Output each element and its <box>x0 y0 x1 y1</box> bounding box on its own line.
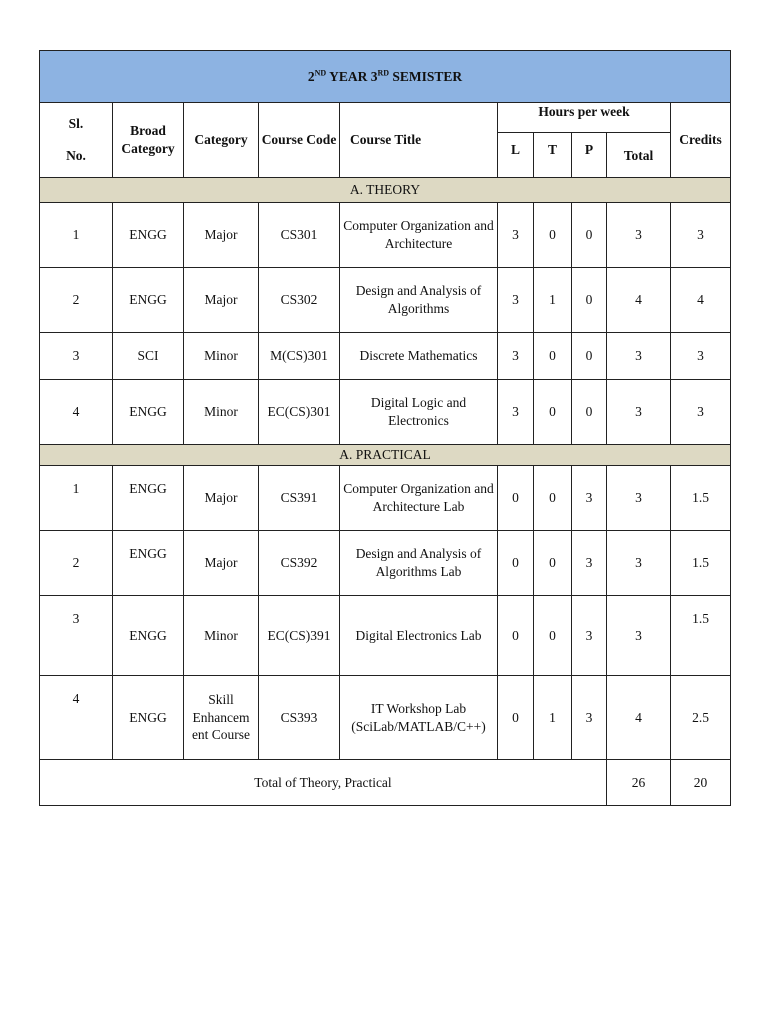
cell-credits: 2.5 <box>671 676 731 760</box>
header-total: Total <box>607 133 671 178</box>
cell-sl: 4 <box>40 676 113 760</box>
cell-code: M(CS)301 <box>259 333 340 380</box>
header-row-1 <box>40 103 731 133</box>
cell-code: CS301 <box>259 203 340 268</box>
cell-category: Major <box>184 531 259 596</box>
cell-category: Minor <box>184 333 259 380</box>
cell-total: 4 <box>607 268 671 333</box>
cell-sl: 1 <box>40 203 113 268</box>
cell-credits: 3 <box>671 333 731 380</box>
cell-p: 0 <box>572 268 607 333</box>
cell-t: 0 <box>534 333 572 380</box>
cell-total: 4 <box>607 676 671 760</box>
section-practical-label: A. PRACTICAL <box>40 445 731 466</box>
cell-code: CS391 <box>259 466 340 531</box>
section-theory-row <box>40 178 731 203</box>
cell-t: 0 <box>534 466 572 531</box>
cell-l: 3 <box>498 268 534 333</box>
header-l: L <box>498 133 534 178</box>
total-label: Total of Theory, Practical <box>40 760 607 806</box>
cell-l: 0 <box>498 596 534 676</box>
cell-l: 0 <box>498 466 534 531</box>
table-row <box>40 596 731 676</box>
cell-title: Digital Logic and Electronics <box>340 380 498 445</box>
cell-l: 0 <box>498 531 534 596</box>
table-row <box>40 531 731 596</box>
table-title: 2ND YEAR 3RD SEMISTER <box>40 51 731 103</box>
header-course-title: Course Title <box>340 103 498 178</box>
total-credits: 20 <box>671 760 731 806</box>
cell-credits: 3 <box>671 203 731 268</box>
cell-sl: 3 <box>40 333 113 380</box>
cell-t: 0 <box>534 203 572 268</box>
cell-sl: 2 <box>40 268 113 333</box>
cell-code: EC(CS)301 <box>259 380 340 445</box>
cell-total: 3 <box>607 531 671 596</box>
cell-category: Minor <box>184 380 259 445</box>
cell-p: 3 <box>572 676 607 760</box>
cell-credits: 1.5 <box>671 596 731 676</box>
header-p: P <box>572 133 607 178</box>
cell-total: 3 <box>607 333 671 380</box>
cell-broad: ENGG <box>113 268 184 333</box>
cell-code: CS302 <box>259 268 340 333</box>
cell-sl: 4 <box>40 380 113 445</box>
cell-title: IT Workshop Lab (SciLab/MATLAB/C++) <box>340 676 498 760</box>
table-row <box>40 676 731 760</box>
cell-l: 0 <box>498 676 534 760</box>
header-hours-per-week: Hours per week <box>498 103 671 133</box>
cell-credits: 1.5 <box>671 531 731 596</box>
cell-p: 3 <box>572 466 607 531</box>
cell-l: 3 <box>498 380 534 445</box>
cell-broad: ENGG <box>113 531 184 596</box>
cell-credits: 1.5 <box>671 466 731 531</box>
cell-t: 0 <box>534 531 572 596</box>
table-row <box>40 380 731 445</box>
cell-credits: 3 <box>671 380 731 445</box>
semester-course-table <box>39 50 731 806</box>
cell-title: Digital Electronics Lab <box>340 596 498 676</box>
cell-l: 3 <box>498 333 534 380</box>
cell-credits: 4 <box>671 268 731 333</box>
cell-broad: ENGG <box>113 596 184 676</box>
header-broad-category: Broad Category <box>113 103 184 178</box>
cell-broad: ENGG <box>113 676 184 760</box>
cell-broad: ENGG <box>113 466 184 531</box>
cell-broad: SCI <box>113 333 184 380</box>
table-row <box>40 333 731 380</box>
cell-total: 3 <box>607 466 671 531</box>
header-course-code: Course Code <box>259 103 340 178</box>
section-theory-label: A. THEORY <box>40 178 731 203</box>
cell-p: 0 <box>572 380 607 445</box>
cell-total: 3 <box>607 380 671 445</box>
cell-p: 3 <box>572 531 607 596</box>
header-t: T <box>534 133 572 178</box>
cell-category: Major <box>184 203 259 268</box>
cell-t: 0 <box>534 596 572 676</box>
total-row <box>40 760 731 806</box>
cell-t: 1 <box>534 268 572 333</box>
total-hours: 26 <box>607 760 671 806</box>
cell-sl: 1 <box>40 466 113 531</box>
cell-total: 3 <box>607 203 671 268</box>
cell-sl: 3 <box>40 596 113 676</box>
cell-category: Skill Enhancem ent Course <box>184 676 259 760</box>
cell-title: Design and Analysis of Algorithms Lab <box>340 531 498 596</box>
cell-code: CS393 <box>259 676 340 760</box>
table-row <box>40 203 731 268</box>
cell-category: Major <box>184 466 259 531</box>
header-category: Category <box>184 103 259 178</box>
cell-title: Computer Organization and Architecture <box>340 203 498 268</box>
table-row <box>40 466 731 531</box>
cell-broad: ENGG <box>113 203 184 268</box>
cell-title: Design and Analysis of Algorithms <box>340 268 498 333</box>
cell-category: Major <box>184 268 259 333</box>
header-credits: Credits <box>671 103 731 178</box>
cell-title: Computer Organization and Architecture Lab <box>340 466 498 531</box>
table-title-row <box>40 51 731 103</box>
section-practical-row <box>40 445 731 466</box>
cell-code: CS392 <box>259 531 340 596</box>
cell-l: 3 <box>498 203 534 268</box>
cell-broad: ENGG <box>113 380 184 445</box>
cell-t: 1 <box>534 676 572 760</box>
cell-p: 0 <box>572 333 607 380</box>
cell-code: EC(CS)391 <box>259 596 340 676</box>
cell-t: 0 <box>534 380 572 445</box>
table-row <box>40 268 731 333</box>
cell-total: 3 <box>607 596 671 676</box>
header-sl-no: Sl. No. <box>40 103 113 178</box>
cell-p: 0 <box>572 203 607 268</box>
cell-category: Minor <box>184 596 259 676</box>
cell-p: 3 <box>572 596 607 676</box>
cell-sl: 2 <box>40 531 113 596</box>
cell-title: Discrete Mathematics <box>340 333 498 380</box>
